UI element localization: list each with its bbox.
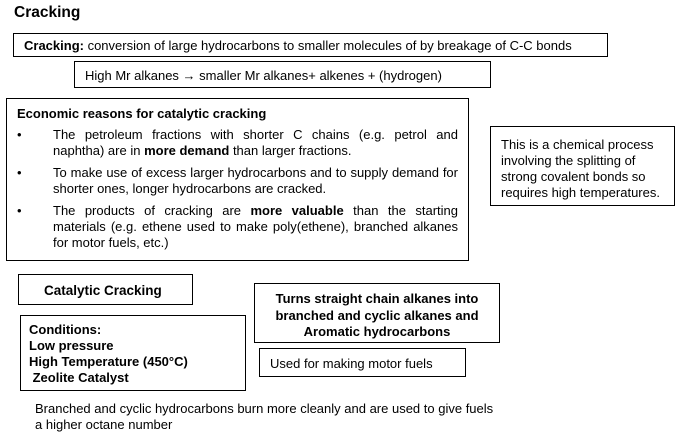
bullet-icon: • — [17, 165, 22, 180]
definition-text: conversion of large hydrocarbons to smaller molecules of by breakage of C-C bonds — [83, 38, 572, 53]
condition-catalyst: Zeolite Catalyst — [29, 370, 129, 385]
economic-reasons-heading: Economic reasons for catalytic cracking — [17, 106, 267, 121]
catalytic-cracking-heading — [18, 274, 193, 305]
motor-fuels-box — [259, 348, 466, 377]
conditions-box — [20, 315, 246, 391]
footer-note: Branched and cyclic hydrocarbons burn more cleanly and are used to give fuels a higher octane number — [35, 401, 494, 432]
reason-emphasis: more demand — [144, 143, 230, 158]
chemical-process-text: This is a chemical process involving the splitting of strong covalent bonds so requires high temperatures. — [501, 137, 660, 200]
economic-reasons-list — [17, 127, 458, 251]
cracking-equation-box — [74, 61, 491, 88]
conditions-heading: Conditions: — [29, 322, 102, 337]
condition-temperature: High Temperature (450°C) — [29, 354, 188, 369]
reason-text: To make use of excess larger hydrocarbons and to supply demand for shorter ones, longer hydrocarbons are cracked. — [53, 165, 458, 196]
reason-text: than the starting materials (e.g. ethene used to make poly(ethene), branched alkanes for motor fuels, etc.) — [53, 203, 458, 250]
turns-alkanes-text: Turns straight chain alkanes into branched and cyclic alkanes and Aromatic hydrocarbons — [275, 291, 479, 339]
reason-text: than larger fractions. — [229, 143, 352, 158]
definition-label: Cracking: — [24, 38, 84, 53]
chemical-process-note — [490, 126, 675, 206]
cracking-equation: High Mr alkanes → smaller Mr alkanes+ alkenes + (hydrogen) — [85, 68, 442, 83]
economic-reasons-box — [6, 98, 469, 261]
bullet-icon: • — [17, 127, 22, 142]
list-item — [17, 203, 458, 251]
cracking-definition-box — [13, 33, 608, 57]
page-title: Cracking — [14, 4, 81, 21]
bullet-icon: • — [17, 203, 22, 218]
list-item — [17, 127, 458, 159]
list-item — [17, 165, 458, 197]
reason-emphasis: more valuable — [250, 203, 344, 218]
condition-pressure: Low pressure — [29, 338, 114, 353]
motor-fuels-text: Used for making motor fuels — [270, 356, 433, 371]
turns-alkanes-box — [254, 283, 500, 343]
reason-text: The products of cracking are — [53, 203, 251, 218]
reason-text: The petroleum fractions with shorter C chains (e.g. petrol and naphtha) are in — [53, 127, 458, 158]
catalytic-cracking-label: Catalytic Cracking — [44, 283, 162, 298]
